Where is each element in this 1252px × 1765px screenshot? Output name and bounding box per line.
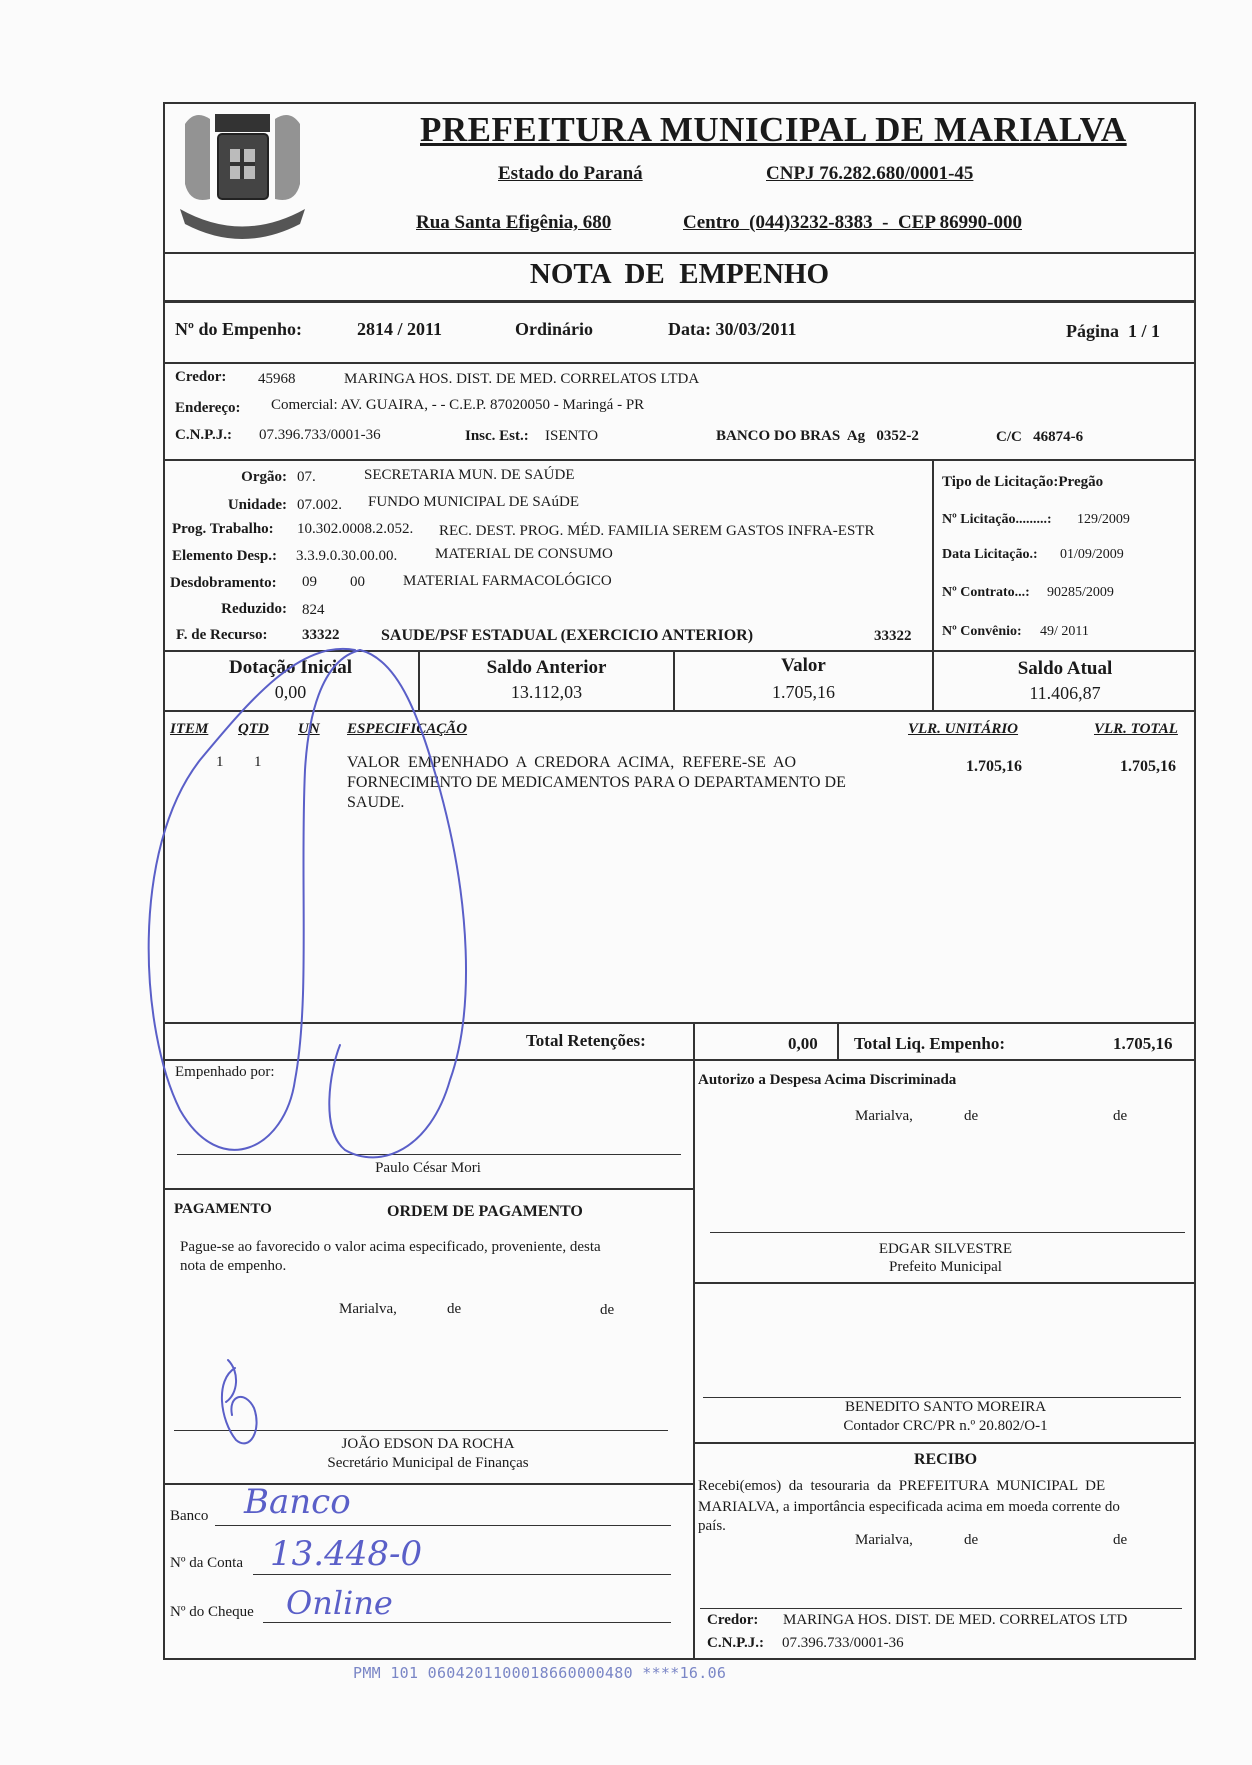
saldo-anterior-label: Saldo Anterior — [486, 657, 607, 678]
banco-handwritten: Banco — [244, 1482, 351, 1522]
col-qtd: QTD — [238, 721, 269, 737]
liq-empenho-value: 1.705,16 — [1113, 1034, 1173, 1053]
state-text: Estado do Paraná — [498, 163, 643, 184]
prog-code: 10.302.0008.2.052. — [297, 521, 414, 537]
recibo-credor-label: Credor: — [707, 1612, 759, 1628]
footer-stamp: PMM 101 0604201100018660000480 ****16.06 — [353, 1664, 727, 1682]
credor-cnpj: 07.396.733/0001-36 — [259, 427, 381, 443]
pagamento-de2: de — [600, 1302, 615, 1318]
financas-role: Secretário Municipal de Finanças — [327, 1455, 529, 1471]
recurso-code-2: 33322 — [874, 628, 912, 644]
item-unit-value: 1.705,16 — [966, 758, 1022, 775]
empenhado-signer: Paulo César Mori — [375, 1160, 481, 1176]
address-text: Rua Santa Efigênia, 680 — [416, 212, 612, 233]
pagamento-text-1: Pague-se ao favorecido o valor acima especificado, proveniente, desta — [180, 1239, 601, 1255]
saldo-atual-value: 11.406,87 — [1029, 683, 1101, 703]
district-phone-cep: Centro (044)3232-8383 - CEP 86990-000 — [683, 212, 1022, 233]
conta-handwritten: 13.448-0 — [270, 1534, 423, 1574]
convenio-value: 49/ 2011 — [1040, 624, 1089, 639]
retencoes-value: 0,00 — [788, 1034, 818, 1053]
cc-info: C/C 46874-6 — [996, 429, 1084, 445]
desd-code: 09 — [302, 574, 317, 590]
desd-label: Desdobramento: — [170, 575, 277, 591]
insc-value: ISENTO — [545, 428, 599, 444]
recurso-value: SAUDE/PSF ESTADUAL (EXERCICIO ANTERIOR) — [381, 627, 754, 644]
cnpj-label: C.N.P.J.: — [175, 427, 232, 443]
pagamento-text-2: nota de empenho. — [180, 1258, 287, 1274]
retencoes-label: Total Retenções: — [526, 1031, 646, 1050]
ordem-pagamento-label: ORDEM DE PAGAMENTO — [387, 1203, 583, 1220]
credor-code: 45968 — [258, 371, 296, 387]
dotacao-value: 0,00 — [274, 682, 307, 702]
desd-sub: 00 — [350, 574, 365, 590]
dotacao-label: Dotação Inicial — [229, 657, 352, 678]
orgao-value: SECRETARIA MUN. DE SAÚDE — [364, 467, 575, 483]
col-unit-value: VLR. UNITÁRIO — [908, 721, 1019, 737]
recibo-cnpj-label: C.N.P.J.: — [707, 1635, 764, 1651]
credor-name: MARINGA HOS. DIST. DE MED. CORRELATOS LTDA — [344, 371, 700, 387]
conta-label: Nº da Conta — [170, 1555, 243, 1571]
valor-label: Valor — [781, 655, 826, 676]
prefeito-role: Prefeito Municipal — [889, 1259, 1002, 1275]
valor-value: 1.705,16 — [772, 682, 835, 702]
empenho-label: Nº do Empenho: — [175, 319, 302, 339]
address-label: Endereço: — [175, 400, 241, 416]
recibo-de2: de — [1113, 1532, 1128, 1548]
recibo-label: RECIBO — [913, 1451, 978, 1468]
item-desc-line1: VALOR EMPENHADO A CREDORA ACIMA, REFERE-SE AO — [347, 754, 797, 771]
bank-info: BANCO DO BRAS Ag 0352-2 — [716, 428, 919, 444]
saldo-anterior-value: 13.112,03 — [510, 682, 583, 702]
num-licitacao-label: Nº Licitação.........: — [942, 512, 1052, 527]
autorizo-de1: de — [964, 1108, 979, 1124]
orgao-label: Orgão: — [241, 469, 287, 485]
col-item: ITEM — [170, 721, 209, 737]
num-licitacao-value: 129/2009 — [1077, 512, 1130, 527]
pagamento-city: Marialva, — [339, 1301, 397, 1317]
cheque-handwritten: Online — [286, 1584, 393, 1622]
autorizo-label: Autorizo a Despesa Acima Discriminada — [698, 1072, 957, 1088]
banco-label: Banco — [170, 1508, 209, 1524]
reduzido-label: Reduzido: — [221, 601, 287, 617]
insc-label: Insc. Est.: — [465, 428, 529, 444]
cnpj-text: CNPJ 76.282.680/0001-45 — [766, 163, 974, 184]
recibo-city: Marialva, — [855, 1532, 913, 1548]
recurso-label: F. de Recurso: — [176, 627, 268, 643]
empenhado-label: Empenhado por: — [175, 1064, 275, 1080]
contrato-label: Nº Contrato...: — [942, 585, 1030, 600]
item-number: 1 — [216, 754, 224, 770]
document-title: NOTA DE EMPENHO — [529, 258, 830, 290]
col-total-value: VLR. TOTAL — [1094, 721, 1178, 737]
data-licitacao-label: Data Licitação.: — [942, 547, 1038, 562]
credor-address: Comercial: AV. GUAIRA, - - C.E.P. 87020050 - Maringá - PR — [271, 397, 645, 413]
recurso-code: 33322 — [302, 627, 340, 643]
reduzido-value: 824 — [302, 602, 325, 618]
pagamento-label: PAGAMENTO — [174, 1201, 272, 1217]
autorizo-city: Marialva, — [855, 1108, 913, 1124]
col-un: UN — [298, 721, 320, 737]
contrato-value: 90285/2009 — [1047, 585, 1114, 600]
recibo-text-1: Recebi(emos) da tesouraria da PREFEITURA MUNICIPAL DE — [698, 1478, 1106, 1494]
orgao-code: 07. — [297, 469, 316, 485]
unidade-label: Unidade: — [227, 497, 287, 513]
elem-value: MATERIAL DE CONSUMO — [435, 546, 613, 562]
empenho-date: Data: 30/03/2011 — [668, 319, 797, 339]
elem-label: Elemento Desp.: — [172, 548, 277, 564]
recibo-de1: de — [964, 1532, 979, 1548]
recibo-text-2: MARIALVA, a importância especificada acima em moeda corrente do — [698, 1499, 1120, 1515]
recibo-credor-value: MARINGA HOS. DIST. DE MED. CORRELATOS LTD — [783, 1612, 1128, 1628]
contador-name: BENEDITO SANTO MOREIRA — [844, 1399, 1047, 1415]
credor-label: Credor: — [175, 369, 227, 385]
empenho-number: 2814 / 2011 — [357, 319, 443, 339]
page-title: PREFEITURA MUNICIPAL DE MARIALVA — [420, 110, 1127, 149]
prog-value: REC. DEST. PROG. MÉD. FAMILIA SEREM GASTOS INFRA-ESTR — [439, 523, 875, 539]
financas-signer: JOÃO EDSON DA ROCHA — [341, 1436, 515, 1452]
convenio-label: Nº Convênio: — [942, 624, 1022, 639]
empenho-type: Ordinário — [515, 319, 594, 339]
cheque-label: Nº do Cheque — [170, 1604, 254, 1620]
recibo-cnpj-value: 07.396.733/0001-36 — [782, 1635, 904, 1651]
page-number: Página 1 / 1 — [1066, 321, 1161, 341]
item-desc-line3: SAUDE. — [347, 794, 405, 811]
pagamento-de1: de — [447, 1301, 462, 1317]
prefeito-name: EDGAR SILVESTRE — [878, 1241, 1013, 1257]
elem-code: 3.3.9.0.30.00.00. — [296, 548, 398, 564]
data-licitacao-value: 01/09/2009 — [1060, 547, 1124, 562]
col-spec: ESPECIFICAÇÃO — [347, 721, 468, 737]
unidade-value: FUNDO MUNICIPAL DE SAúDE — [368, 494, 579, 510]
liq-empenho-label: Total Liq. Empenho: — [854, 1034, 1005, 1053]
autorizo-de2: de — [1113, 1108, 1128, 1124]
prog-label: Prog. Trabalho: — [172, 521, 274, 537]
tipo-licitacao: Tipo de Licitação:Pregão — [942, 474, 1104, 490]
saldo-atual-label: Saldo Atual — [1017, 658, 1113, 679]
unidade-code: 07.002. — [297, 497, 342, 513]
item-desc-line2: FORNECIMENTO DE MEDICAMENTOS PARA O DEPARTAMENTO DE — [347, 774, 846, 791]
contador-role: Contador CRC/PR n.º 20.802/O-1 — [843, 1418, 1048, 1434]
item-qty: 1 — [254, 754, 262, 770]
desd-value: MATERIAL FARMACOLÓGICO — [403, 573, 612, 589]
recibo-text-3: país. — [698, 1518, 726, 1534]
item-total-value: 1.705,16 — [1120, 758, 1176, 775]
